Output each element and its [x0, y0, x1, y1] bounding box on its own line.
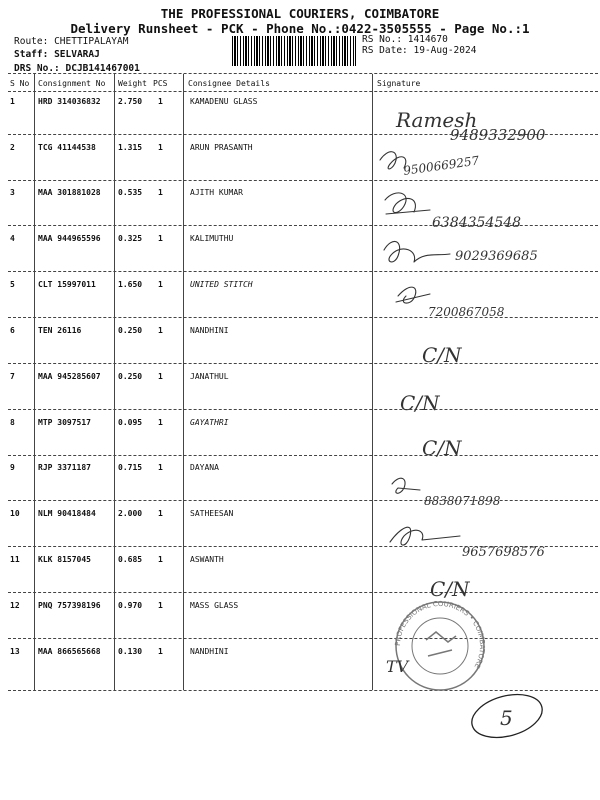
cell-consignment: TEN 26116: [38, 326, 82, 335]
signature-row-4-phone: 9029369685: [455, 249, 538, 264]
cell-consignee: MASS GLASS: [190, 601, 239, 610]
cell-sno: 13: [10, 647, 20, 656]
cell-pcs: 1: [158, 509, 163, 518]
cell-weight: 0.685: [118, 555, 143, 564]
rs-date-label: RS Date:: [362, 45, 408, 56]
cell-consignee: JANATHUL: [190, 372, 229, 381]
drs-label: DRS No.:: [14, 63, 60, 74]
cell-sno: 10: [10, 509, 20, 518]
cell-pcs: 1: [158, 97, 163, 106]
rs-no-value: 1414670: [407, 34, 448, 45]
route-label: Route:: [14, 36, 49, 47]
cell-sno: 8: [10, 418, 15, 427]
cell-pcs: 1: [158, 188, 163, 197]
company-title: THE PROFESSIONAL COURIERS, COIMBATORE: [160, 6, 440, 21]
cell-consignment: MTP 3097517: [38, 418, 91, 427]
signature-row-8-cn: C/N: [422, 436, 462, 460]
cell-pcs: 1: [158, 234, 163, 243]
signature-row-1-phone: 9489332900: [450, 126, 546, 144]
cell-consignment: MAA 301881028: [38, 188, 101, 197]
cell-consignment: NLM 90418484: [38, 509, 96, 518]
rs-date-value: 19-Aug-2024: [413, 45, 477, 56]
cell-pcs: 1: [158, 372, 163, 381]
col-consignee-header: Consignee Details: [188, 79, 270, 88]
signature-row-4-scribble: [384, 241, 450, 262]
col-signature-header: Signature: [377, 79, 421, 88]
cell-weight: 2.000: [118, 509, 143, 518]
cell-consignee: NANDHINI: [190, 326, 229, 335]
cell-consignment: CLT 15997011: [38, 280, 96, 289]
cell-consignee: SATHEESAN: [190, 509, 234, 518]
cell-consignee: ARUN PRASANTH: [190, 143, 253, 152]
cell-weight: 0.970: [118, 601, 143, 610]
cell-pcs: 1: [158, 280, 163, 289]
signature-row-11-cn: C/N: [430, 577, 470, 601]
cell-weight: 1.315: [118, 143, 143, 152]
company-stamp: [394, 600, 486, 690]
cell-sno: 4: [10, 234, 15, 243]
signature-row-2-phone: 9500669257: [402, 153, 481, 178]
staff-value: SELVARAJ: [54, 49, 100, 60]
col-sno-header: S No: [10, 79, 30, 88]
cell-consignment: MAA 866565668: [38, 647, 101, 656]
cell-consignee: UNITED STITCH: [190, 280, 253, 289]
cell-consignment: MAA 945285607: [38, 372, 101, 381]
cell-consignee: KAMADENU GLASS: [190, 97, 258, 106]
cell-pcs: 1: [158, 463, 163, 472]
signature-row-5-phone: 7200867058: [428, 305, 505, 319]
signature-row-5-scribble: [396, 287, 430, 303]
cell-pcs: 1: [158, 601, 163, 610]
cell-pcs: 1: [158, 647, 163, 656]
cell-sno: 2: [10, 143, 15, 152]
cell-weight: 0.250: [118, 326, 143, 335]
cell-sno: 7: [10, 372, 15, 381]
cell-consignment: MAA 944965596: [38, 234, 101, 243]
cell-pcs: 1: [158, 143, 163, 152]
runsheet-subtitle: Delivery Runsheet - PCK - Phone No.:0422-3505555 - Page No.:1: [70, 21, 530, 36]
cell-consignee: KALIMUTHU: [190, 234, 234, 243]
staff-label: Staff:: [14, 49, 49, 60]
cell-consignee: NANDHINI: [190, 647, 229, 656]
cell-pcs: 1: [158, 326, 163, 335]
cell-consignment: TCG 41144538: [38, 143, 96, 152]
signature-row-9-phone: 8838071898: [424, 494, 501, 508]
signature-row-6-cn: C/N: [422, 343, 462, 367]
cell-weight: 0.535: [118, 188, 143, 197]
cell-sno: 9: [10, 463, 15, 472]
cell-consignment: PNQ 757398196: [38, 601, 101, 610]
signature-row-3-phone: 6384354548: [432, 215, 522, 231]
cell-sno: 5: [10, 280, 15, 289]
cell-consignment: RJP 3371187: [38, 463, 91, 472]
cell-sno: 3: [10, 188, 15, 197]
stamp-text: PROFESSIONAL COURIERS • COIMBATORE: [393, 599, 487, 670]
cell-pcs: 1: [158, 555, 163, 564]
signature-row-7-cn: C/N: [400, 391, 440, 415]
cell-consignee: AJITH KUMAR: [190, 188, 243, 197]
page-mark-number: 5: [500, 706, 513, 730]
signature-row-1-name: Ramesh: [396, 108, 478, 132]
cell-weight: 0.715: [118, 463, 143, 472]
cell-consignment: HRD 314036832: [38, 97, 101, 106]
rs-no-label: RS No.:: [362, 34, 403, 45]
cell-consignee: DAYANA: [190, 463, 219, 472]
cell-weight: 0.325: [118, 234, 143, 243]
cell-sno: 1: [10, 97, 15, 106]
route-value: CHETTIPALAYAM: [54, 36, 129, 47]
cell-sno: 6: [10, 326, 15, 335]
col-weight-header: Weight: [118, 79, 147, 88]
cell-weight: 0.130: [118, 647, 143, 656]
signature-row-3-scribble: [385, 193, 430, 214]
cell-pcs: 1: [158, 418, 163, 427]
cell-weight: 0.250: [118, 372, 143, 381]
cell-consignee: ASWANTH: [190, 555, 224, 564]
signature-row-10-phone: 9657698576: [462, 545, 545, 560]
cell-weight: 1.650: [118, 280, 143, 289]
cell-consignment: KLK 8157045: [38, 555, 91, 564]
drs-value: DCJB141467001: [65, 63, 140, 74]
cell-sno: 12: [10, 601, 20, 610]
cell-consignee: GAYATHRI: [190, 418, 229, 427]
signature-row-13-initials: TV: [386, 657, 409, 676]
signature-row-9-scribble: [392, 478, 420, 493]
signature-row-10-scribble: [390, 527, 460, 545]
cell-weight: 0.095: [118, 418, 143, 427]
cell-sno: 11: [10, 555, 20, 564]
cell-weight: 2.750: [118, 97, 143, 106]
col-pcs-header: PCS: [153, 79, 168, 88]
col-consignment-header: Consignment No: [38, 79, 106, 88]
